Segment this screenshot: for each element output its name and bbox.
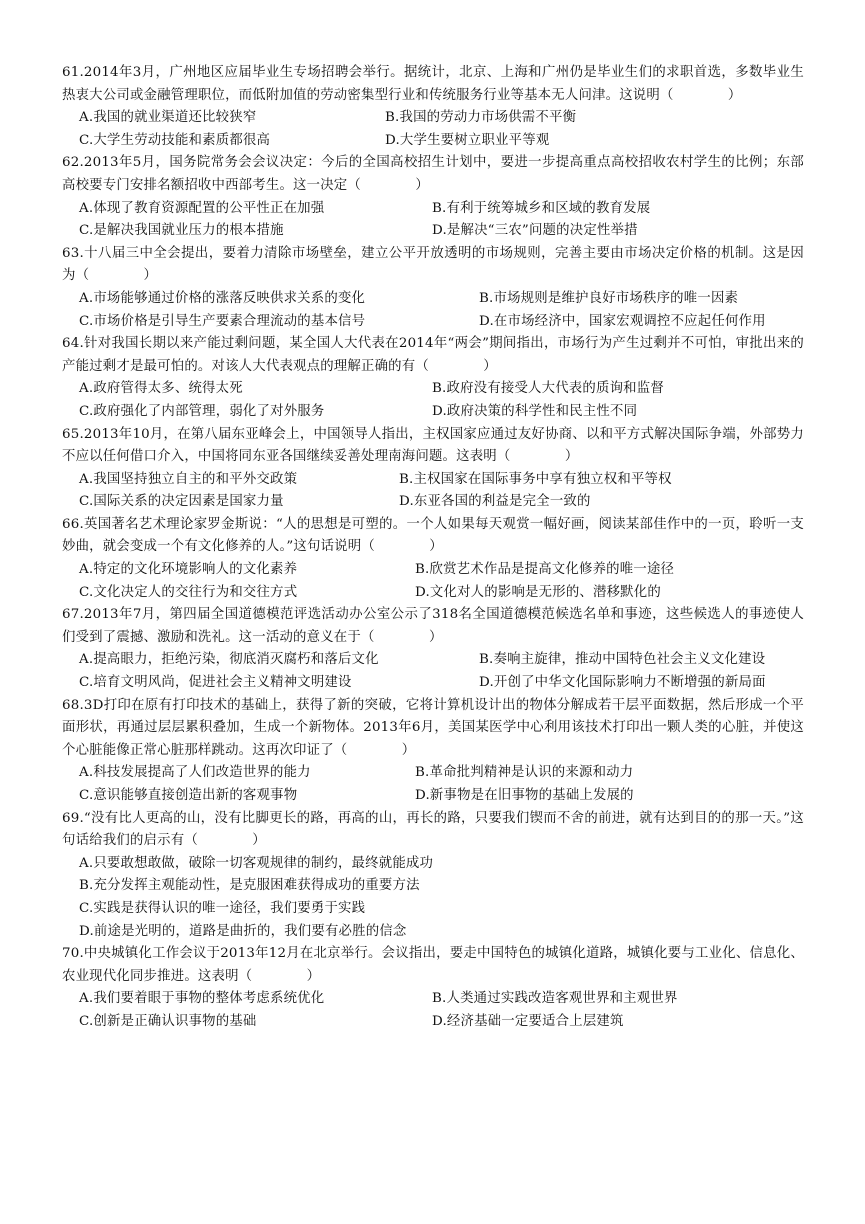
- option-c: C.培育文明风尚，促进社会主义精神文明建设: [79, 675, 352, 691]
- option-b: B.充分发挥主观能动性，是克服困难获得成功的重要方法: [79, 878, 420, 894]
- option-d: D.经济基础一定要适合上层建筑: [432, 1013, 624, 1029]
- option-d: D.前途是光明的，道路是曲折的，我们要有必胜的信念: [79, 923, 407, 939]
- question-stem: 64.针对我国长期以来产能过剩问题，某全国人大代表在2014年“两会”期间指出，市场行为产生过剩并不可怕，审批出来的产能过剩才是最可怕的。对该人大代表观点的理解正确的有（ ）: [62, 336, 804, 374]
- option-a: A.我国的就业渠道还比较狭窄: [79, 110, 257, 126]
- question-68: [62, 695, 804, 808]
- option-c: C.实践是获得认识的唯一途径，我们要勇于实践: [79, 900, 366, 916]
- question-stem: 62.2013年5月，国务院常务会会议决定：今后的全国高校招生计划中，要进一步提高重点高校招收农村学生的比例；东部高校要专门安排名额招收中西部考生。这一决定（ ）: [62, 155, 804, 193]
- option-b: B.我国的劳动力市场供需不平衡: [385, 110, 577, 126]
- option-row: [62, 491, 804, 514]
- option-c: C.是解决我国就业压力的根本措施: [79, 223, 284, 239]
- option-row: [62, 198, 804, 221]
- option-a: A.只要敢想敢做，破除一切客观规律的制约，最终就能成功: [79, 855, 434, 871]
- option-row: [62, 107, 804, 130]
- question-63: [62, 243, 804, 333]
- option-row: [62, 762, 804, 785]
- question-62: [62, 152, 804, 242]
- option-d: D.东亚各国的利益是完全一致的: [399, 494, 591, 510]
- option-b: B.革命批判精神是认识的来源和动力: [415, 765, 634, 781]
- option-row: [62, 672, 804, 695]
- question-66: [62, 514, 804, 604]
- question-stem: 61.2014年3月，广州地区应届毕业生专场招聘会举行。据统计，北京、上海和广州仍是毕业生们的求职首选，多数毕业生热衷大公司或金融管理职位，而低附加值的劳动密集型行业和传统服务行业等基本无人问津。这说明（ ）: [62, 65, 804, 103]
- exam-page: [62, 62, 804, 1034]
- option-c: C.政府强化了内部管理，弱化了对外服务: [79, 403, 325, 419]
- question-stem: 65.2013年10月，在第八届东亚峰会上，中国领导人指出，主权国家应通过友好协商、以和平方式解决国际争端，外部势力不应以任何借口介入，中国将同东亚各国继续妥善处理南海问题。这表明（ ）: [62, 426, 804, 465]
- question-67: [62, 604, 804, 694]
- option-row: [62, 1011, 804, 1034]
- question-stem: 68.3D打印在原有打印技术的基础上，获得了新的突破，它将计算机设计出的物体分解成若干层平面数据，然后形成一个平面形状，再通过层层累积叠加，生成一个新物体。2013年6月，美国某医学中心利用该技术打印出一颗人类的心脏，并使这个心脏能像正常心脏那样跳动。这再次印证了（ ）: [62, 697, 804, 758]
- option-row: [62, 582, 804, 605]
- option-b: B.市场规则是维护良好市场秩序的唯一因素: [479, 290, 739, 306]
- option-row: [62, 220, 804, 243]
- option-a: A.体现了教育资源配置的公平性正在加强: [79, 200, 325, 216]
- option-b: B.主权国家在国际事务中享有独立权和平等权: [399, 471, 672, 487]
- option-d: D.政府决策的科学性和民主性不同: [432, 403, 638, 419]
- option-b: B.有利于统筹城乡和区域的教育发展: [432, 200, 651, 216]
- option-row: [62, 288, 804, 311]
- option-c: C.文化决定人的交往行为和交往方式: [79, 584, 298, 600]
- option-c: C.创新是正确认识事物的基础: [79, 1013, 257, 1029]
- option-row: [62, 559, 804, 582]
- option-d: D.大学生要树立职业平等观: [385, 132, 550, 148]
- option-row: [62, 469, 804, 492]
- option-d: D.文化对人的影响是无形的、潜移默化的: [415, 584, 661, 600]
- option-c: C.大学生劳动技能和素质都很高: [79, 132, 271, 148]
- question-stem: 67.2013年7月，第四届全国道德模范评选活动办公室公示了318名全国道德模范候选名单和事迹，这些候选人的事迹使人们受到了震撼、激励和洗礼。这一活动的意义在于（ ）: [62, 607, 804, 645]
- option-b: B.欣赏艺术作品是提高文化修养的唯一途径: [415, 562, 675, 578]
- option-a: A.市场能够通过价格的涨落反映供求关系的变化: [79, 290, 366, 306]
- question-69: [62, 808, 804, 944]
- option-row: [62, 378, 804, 401]
- option-d: D.新事物是在旧事物的基础上发展的: [415, 788, 634, 803]
- option-a: A.政府管得太多、统得太死: [79, 381, 243, 397]
- question-64: [62, 333, 804, 423]
- option-a: A.我国坚持独立自主的和平外交政策: [79, 471, 298, 487]
- option-a: A.提高眼力，拒绝污染，彻底消灭腐朽和落后文化: [79, 652, 379, 668]
- question-stem: 69.“没有比人更高的山，没有比脚更长的路，再高的山，再长的路，只要我们锲而不舍的前进，就有达到目的的那一天。”这句话给我们的启示有（ ）: [62, 810, 804, 849]
- option-d: D.是解决“三农”问题的决定性举措: [432, 223, 638, 239]
- option-c: C.市场价格是引导生产要素合理流动的基本信号: [79, 313, 366, 329]
- question-stem: 70.中央城镇化工作会议于2013年12月在北京举行。会议指出，要走中国特色的城镇化道路，城镇化要与工业化、信息化、农业现代化同步推进。这表明（ ）: [62, 946, 804, 984]
- option-a: A.我们要着眼于事物的整体考虑系统优化: [79, 991, 325, 1007]
- option-c: C.意识能够直接创造出新的客观事物: [79, 788, 298, 803]
- option-row: [62, 785, 804, 808]
- option-b: B.政府没有接受人大代表的质询和监督: [432, 381, 664, 397]
- option-b: B.人类通过实践改造客观世界和主观世界: [432, 991, 678, 1007]
- option-row: [62, 649, 804, 672]
- question-stem: 66.英国著名艺术理论家罗金斯说：“人的思想是可塑的。一个人如果每天观赏一幅好画，阅读某部佳作中的一页，聆听一支妙曲，就会变成一个有文化修养的人。”这句话说明（ ）: [62, 516, 804, 555]
- option-d: D.开创了中华文化国际影响力不断增强的新局面: [479, 675, 766, 691]
- question-70: [62, 943, 804, 1033]
- option-b: B.奏响主旋律，推动中国特色社会主义文化建设: [479, 652, 766, 668]
- option-a: A.科技发展提高了人们改造世界的能力: [79, 765, 311, 781]
- option-c: C.国际关系的决定因素是国家力量: [79, 494, 284, 510]
- option-row: [62, 988, 804, 1011]
- option-row: [62, 130, 804, 153]
- option-d: D.在市场经济中，国家宏观调控不应起任何作用: [479, 313, 766, 329]
- question-stem: 63.十八届三中全会提出，要着力清除市场壁垒，建立公平开放透明的市场规则，完善主要由市场决定价格的机制。这是因为（ ）: [62, 245, 804, 284]
- option-a: A.特定的文化环境影响人的文化素养: [79, 562, 298, 578]
- option-row: [62, 311, 804, 334]
- question-61: [62, 62, 804, 152]
- option-row: [62, 401, 804, 424]
- question-65: [62, 424, 804, 514]
